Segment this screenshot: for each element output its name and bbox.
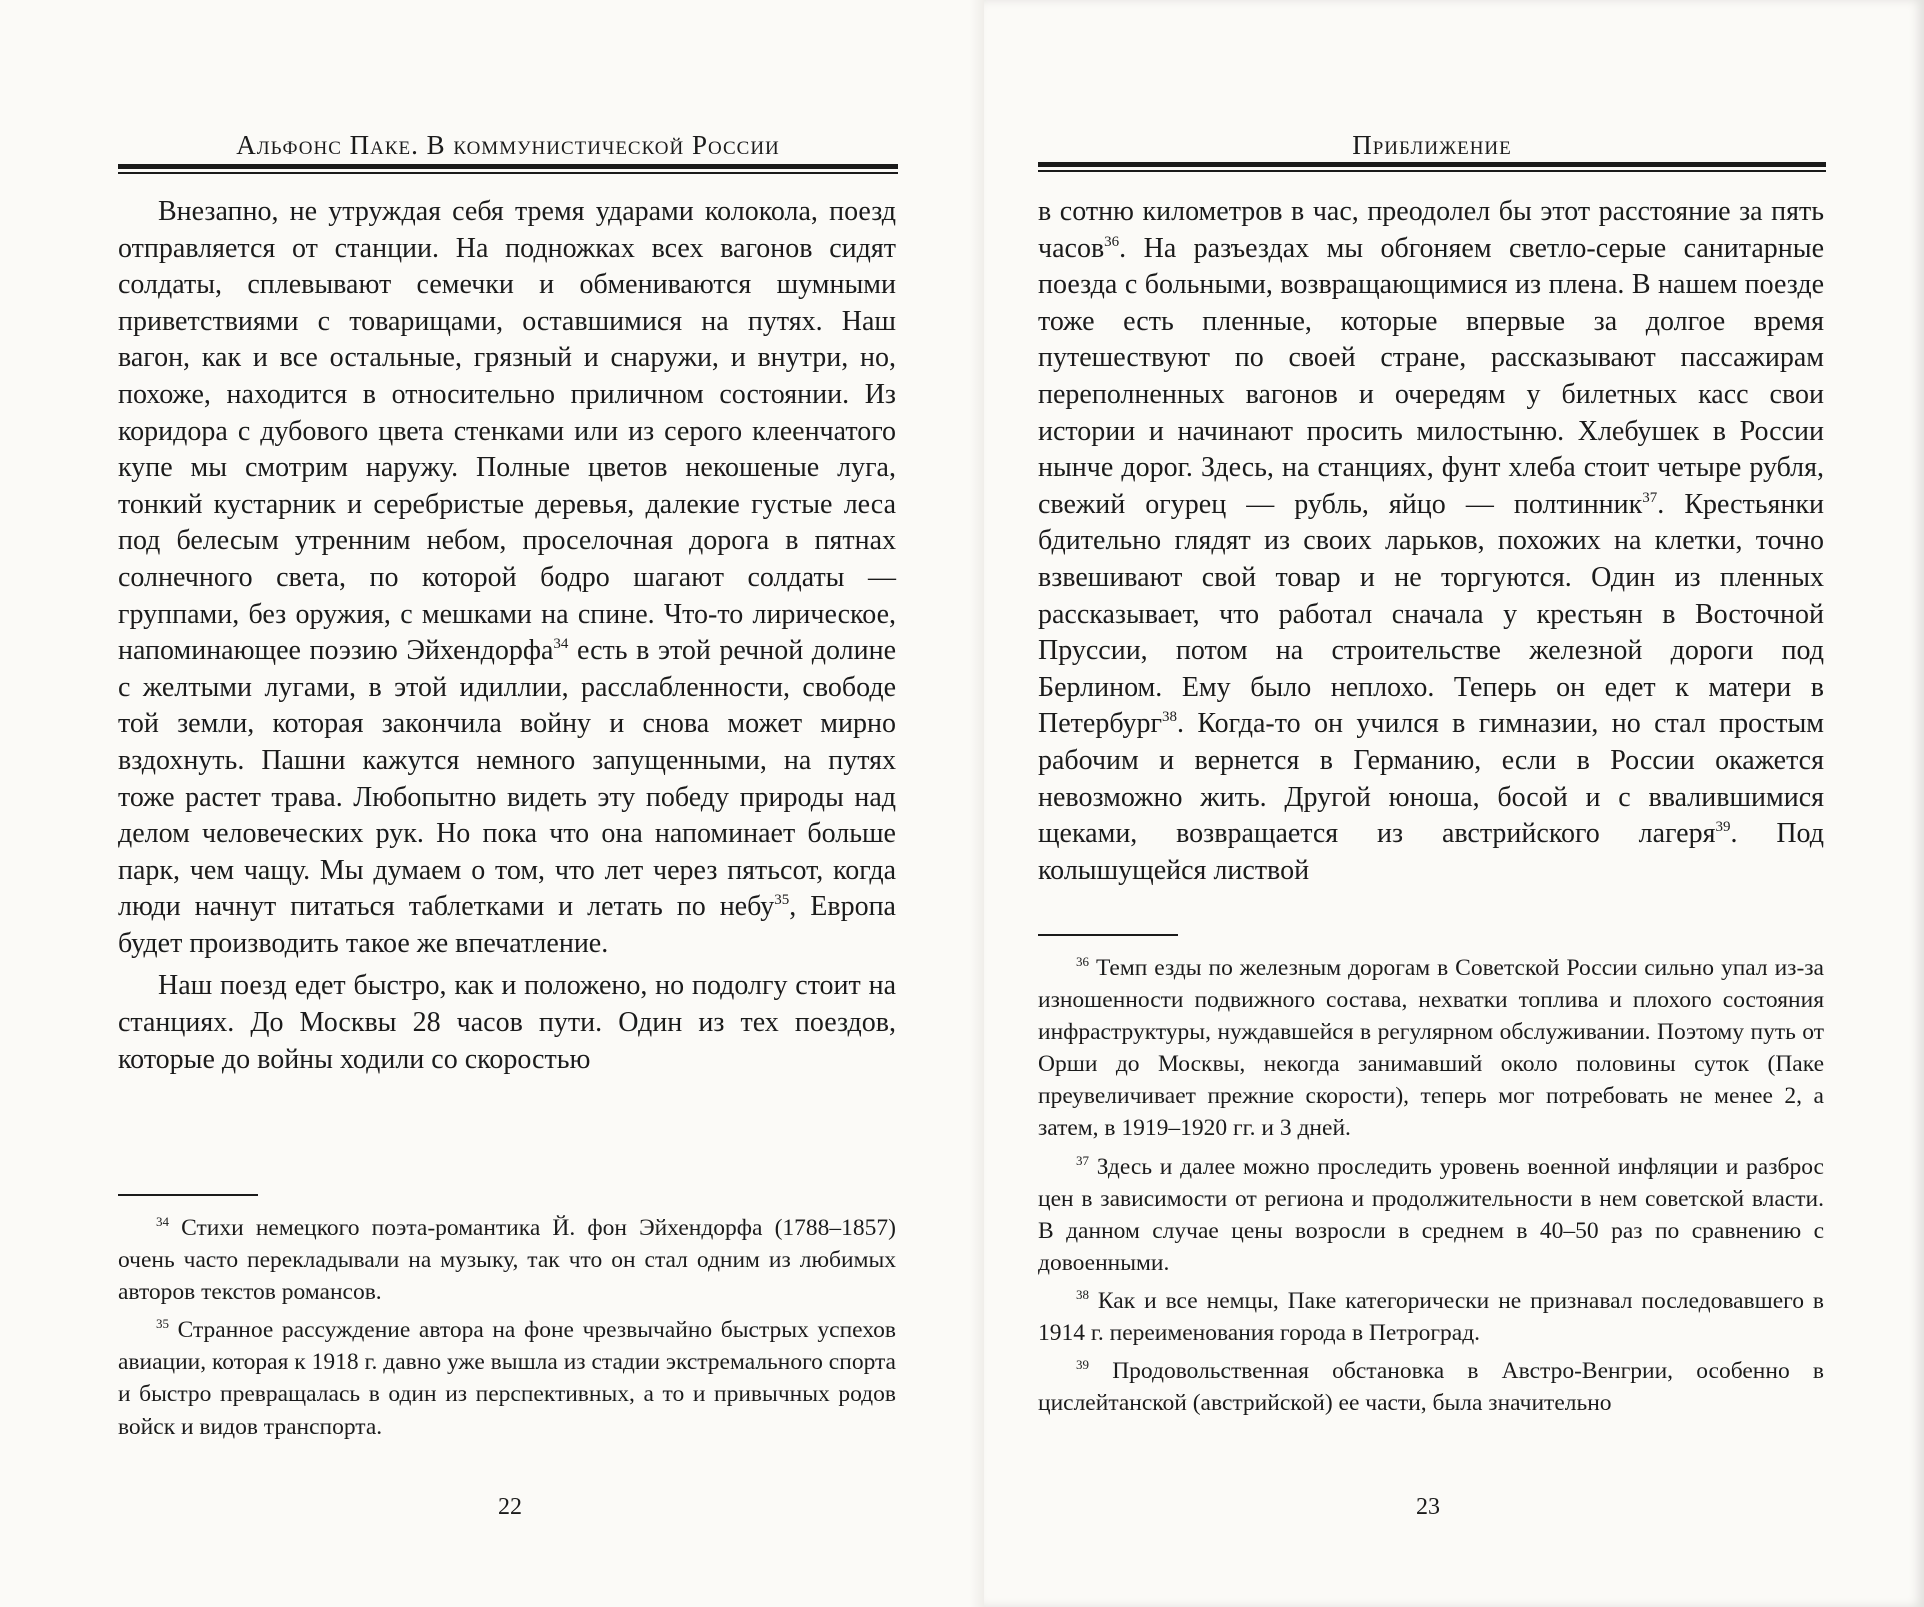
- footnote: $^{37}$ Здесь и далее можно проследить уровень военной инфляции и разброс цен в зависимости от региона и продолжительности в нем советской власти. В данном случае цены возросли в среднем в 40–50 раз по сравнению с довоенными.: [1038, 1152, 1824, 1276]
- page-number: 23: [1416, 1494, 1440, 1520]
- left-footnotes: [118, 1212, 896, 1443]
- footnote: $^{35}$ Странное рассуждение автора на фоне чрезвычайно быстрых успехов авиации, которая к 1918 г. давно уже вышла из стадии экстремального спорта и быстро превращалась в один из перспективных, а то и привычных родов войск и видов транспорта.: [118, 1316, 896, 1440]
- footnote-ref: 34: [553, 636, 569, 653]
- left-body-text: [118, 194, 896, 1078]
- header-rule-thick: [1038, 162, 1826, 167]
- footnote-ref: 38: [1161, 709, 1177, 726]
- footnote-ref: 36: [1104, 233, 1120, 250]
- footnote-separator: [1038, 934, 1178, 936]
- right-running-header: Приближение: [1352, 130, 1512, 160]
- footnote-ref: 35: [774, 892, 790, 909]
- paragraph: Внезапно, не утруждая себя тремя ударами колокола, поезд отправляется от станции. На подножках всех вагонов сидят солдаты, сплевывают семечки и обмениваются шумными приветствиями с товарищами, оставшимися на путях. Наш вагон, как и все остальные, грязный и снаружи, и внутри, но, похоже, находится в относительно приличном состоянии. Из коридора с дубового цвета стенками или из серого клеенчатого купе мы смотрим наружу. Полные цветов некошеные луга, тонкий кустарник и серебристые деревья, далекие густые леса под белесым утренним небом, проселочная дорога в пятнах солнечного света, по которой бодро шагают солдаты — группами, без оружия, с мешками на спине. Что-то лирическое, напоминающее поэзию Эйхендорфа$^{34}$ есть в этой речной долине с желтыми лугами, в этой идиллии, расслабленности, свободе той земли, которая закончила войну и снова может мирно вздохнуть. Пашни кажутся немного запущенными, на путях тоже растет трава. Любопытно видеть эту победу природы над делом человеческих рук. Но пока что она напоминает больше парк, чем чащу. Мы думаем о том, что лет через пятьсот, когда люди начнут питаться таблетками и летать по небу$^{35}$, Европа будет производить такое же впечатление.: [118, 196, 896, 959]
- right-page: [984, 0, 1924, 1607]
- paragraph: в сотню километров в час, преодолел бы этот расстояние за пять часов$^{36}$. На разъездах мы обгоняем светло-серые санитарные поезда с больными, возвращающимися из плена. В нашем поезде тоже есть пленные, которые впервые за долгое время путешествуют по своей стране, рассказывают пассажирам переполненных вагонов и очередям у билетных касс свои истории и начинают просить милостыню. Хлебушек в России нынче дорог. Здесь, на станциях, фунт хлеба стоит четыре рубля, свежий огурец — рубль, яйцо — полтинник$^{37}$. Крестьянки бдительно глядят из своих ларьков, похожих на клетки, точно взвешивают свой товар и не торгуются. Один из пленных рассказывает, что работал сначала у крестьян в Восточной Пруссии, потом на строительстве железной дороги под Берлином. Ему было неплохо. Теперь он едет к матери в Петербург$^{38}$. Когда-то он учился в гимназии, но стал простым рабочим и вернется в Германию, если в России окажется невозможно жить. Другой юноша, босой и с ввалившимися щеками, возвращается из австрийского лагеря$^{39}$. Под колышущейся листвой: [1038, 196, 1825, 886]
- footnote-ref: 37: [1642, 489, 1658, 506]
- footnote: $^{39}$ Продовольственная обстановка в Австро-Венгрии, особенно в цислейтанской (австрийской) ее части, была значительно: [1038, 1357, 1824, 1417]
- footnote: $^{38}$ Как и все немцы, Паке категорически не признавал последовавшего в 1914 г. переименования города в Петроград.: [1038, 1286, 1824, 1347]
- header-rule-thick: [118, 164, 898, 169]
- footnote-ref: 39: [1715, 819, 1731, 836]
- page-number: 22: [498, 1494, 522, 1520]
- footnote: $^{36}$ Темп езды по железным дорогам в Советской России сильно упал из-за изношенности подвижного состава, нехватки топлива и плохого состояния инфраструктуры, нуждавшейся в регулярном обслуживании. Поэтому путь от Орши до Москвы, некогда занимавший около половины суток (Паке преувеличивает прежние скорости), теперь мог потребовать не менее 2, а затем, в 1919–1920 гг. и 3 дней.: [1038, 954, 1824, 1142]
- footnote-separator: [118, 1194, 258, 1196]
- header-rule-thin: [1038, 170, 1826, 172]
- right-body-text: [1038, 194, 1824, 889]
- paragraph: Наш поезд едет быстро, как и положено, но подолгу стоит на станциях. До Москвы 28 часов пути. Один из тех поездов, которые до войны ходили со скоростью: [118, 970, 896, 1075]
- right-footnotes: [1038, 952, 1824, 1419]
- footnote: $^{34}$ Стихи немецкого поэта-романтика Й. фон Эйхендорфа (1788–1857) очень часто перекладывали на музыку, так что он стал одним из любимых авторов текстов романсов.: [118, 1214, 896, 1306]
- left-running-header: Альфонс Паке. В коммунистической России: [236, 130, 780, 160]
- header-rule-thin: [118, 172, 898, 174]
